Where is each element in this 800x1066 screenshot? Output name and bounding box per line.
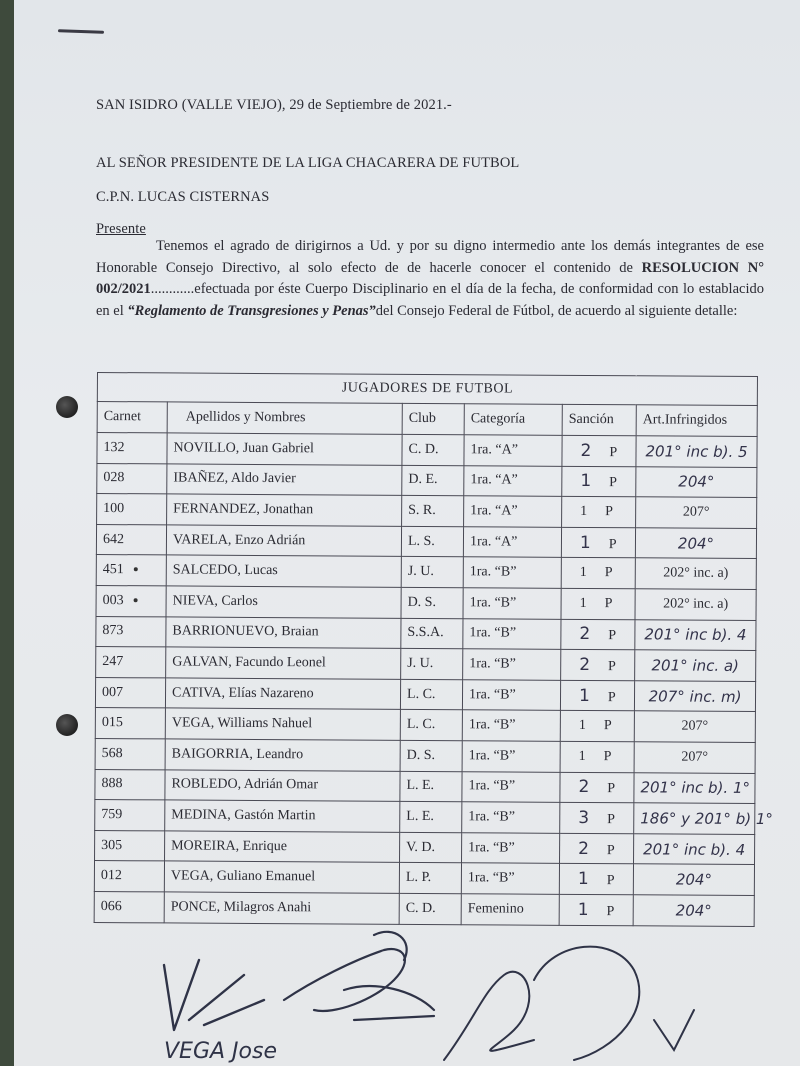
cell-name: SALCEDO, Lucas — [166, 555, 401, 587]
reglamento-title: “Reglamento de Transgresiones y Penas” — [127, 302, 376, 319]
body-text-3: del Consejo Federal de Fútbol, de acuerdo al siguiente detalle: — [375, 302, 738, 319]
cell-category: 1ra. “B” — [463, 588, 561, 619]
carnet-number: 028 — [103, 470, 125, 486]
cell-name: BAIGORRIA, Leandro — [165, 739, 400, 771]
sanction-unit: P — [608, 628, 617, 644]
cell-sanction — [562, 466, 636, 497]
body-text-2: ............efectuada por éste Cuerpo Disciplinario en el día de la fecha, de conformidad con lo establacido en el — [96, 281, 764, 319]
header-sanction: Sanción — [562, 404, 636, 435]
cell-articles: 204° — [636, 466, 757, 497]
cell-carnet — [96, 647, 166, 678]
cell-name: MEDINA, Gastón Martin — [165, 800, 400, 832]
cell-name: VARELA, Enzo Adrián — [166, 525, 401, 557]
signatures — [14, 920, 800, 1066]
cell-category: 1ra. “B” — [463, 618, 561, 649]
cell-club: C. D. — [402, 434, 464, 465]
binder-hole-bottom — [56, 714, 78, 736]
cell-name: FERNANDEZ, Jonathan — [167, 494, 402, 526]
cell-articles: 202° inc. a) — [635, 558, 756, 589]
cell-sanction — [560, 833, 634, 864]
cell-carnet — [94, 861, 164, 892]
sanction-count: 2 — [579, 624, 591, 645]
cell-club: C. D. — [399, 893, 461, 924]
cell-articles: 204° — [635, 528, 756, 559]
sanction-unit: P — [603, 718, 612, 734]
signature-right — [444, 947, 694, 1060]
sanction-unit: P — [608, 536, 617, 552]
cell-articles: 207° — [634, 742, 755, 773]
cell-category: 1ra. “B” — [461, 863, 559, 894]
cell-articles: 202° inc. a) — [635, 589, 756, 620]
bullet-mark — [134, 567, 138, 571]
cell-club: S.S.A. — [401, 618, 463, 649]
cell-category: 1ra. “B” — [462, 679, 560, 710]
cell-carnet — [95, 830, 165, 861]
sanction-count: 1 — [578, 718, 586, 734]
document-page — [14, 0, 800, 1066]
sanction-count: 1 — [578, 748, 586, 764]
resolution-number: RESOLUCION N° 002/2021 — [96, 259, 765, 297]
bullet-mark — [134, 598, 138, 602]
cell-carnet — [97, 463, 167, 494]
table-row — [95, 677, 755, 712]
table-row — [95, 738, 755, 773]
cell-category: 1ra. “B” — [463, 557, 561, 588]
sanction-count: 2 — [578, 777, 590, 798]
carnet-number: 100 — [103, 501, 125, 517]
sanction-unit: P — [606, 903, 615, 919]
cell-club: L. P. — [399, 863, 461, 894]
cell-carnet — [94, 891, 164, 922]
table-row — [96, 555, 756, 590]
cell-articles: 204° — [633, 895, 754, 926]
cell-name: NIEVA, Carlos — [166, 586, 401, 618]
table-row — [97, 433, 757, 468]
header-articles: Art.Infringidos — [636, 405, 757, 437]
carnet-number: 759 — [101, 806, 123, 823]
carnet-number: 007 — [101, 684, 124, 700]
cell-sanction — [561, 558, 635, 589]
cell-sanction — [560, 711, 634, 742]
cell-sanction — [560, 772, 634, 803]
addressee: AL SEÑOR PRESIDENTE DE LA LIGA CHACARERA DE FUTBOL — [96, 155, 520, 171]
cell-articles: 207° inc. m) — [634, 681, 755, 712]
cell-name: ROBLEDO, Adrián Omar — [165, 769, 400, 801]
cell-articles: 201° inc b). 5 — [636, 436, 757, 467]
cell-club: S. R. — [402, 496, 464, 527]
cell-sanction — [560, 741, 634, 772]
sanction-count: 1 — [580, 503, 588, 519]
cell-carnet — [97, 433, 167, 464]
carnet-number: 066 — [100, 898, 122, 914]
cell-club: J. U. — [401, 557, 463, 588]
cell-carnet — [96, 585, 166, 616]
cell-club: L. E. — [400, 801, 462, 832]
carnet-number: 305 — [101, 837, 123, 853]
cell-category: Femenino — [461, 894, 559, 925]
sanction-unit: P — [604, 565, 613, 581]
sanction-count: 1 — [579, 565, 587, 581]
addressee-name: C.P.N. LUCAS CISTERNAS — [96, 189, 270, 205]
cell-category: 1ra. “B” — [462, 771, 560, 802]
table-row — [97, 494, 757, 529]
cell-club: D. S. — [400, 740, 462, 771]
cell-carnet — [95, 769, 165, 800]
cell-club: D. S. — [401, 587, 463, 618]
carnet-number: 642 — [102, 531, 125, 547]
cell-sanction — [559, 864, 633, 895]
carnet-number: 888 — [101, 776, 123, 792]
cell-sanction — [561, 588, 635, 619]
sanction-unit: P — [605, 504, 613, 520]
players-table — [94, 372, 773, 927]
sanction-unit: P — [607, 781, 616, 797]
pen-mark — [58, 29, 104, 34]
table-row — [96, 585, 756, 620]
cell-club: L. C. — [400, 710, 462, 741]
cell-articles: 207° — [634, 711, 755, 742]
cell-articles: 201° inc b). 4 — [635, 619, 756, 650]
carnet-number: 873 — [102, 623, 124, 639]
cell-name: IBAÑEZ, Aldo Javier — [167, 464, 402, 496]
header-category: Categoría — [464, 404, 562, 436]
cell-category: 1ra. “A” — [464, 496, 562, 527]
carnet-number: 132 — [103, 439, 125, 455]
body-text-1: Tenemos el agrado de dirigirnos a Ud. y por su digno intermedio ante los demás integrantes de ese Honorable Consejo Directivo, al solo efecto de de hacerle conocer el contenido de — [96, 238, 764, 276]
cell-category: 1ra. “A” — [463, 527, 561, 558]
header-name: Apellidos y Nombres — [167, 402, 402, 434]
cell-category: 1ra. “B” — [462, 741, 560, 772]
sanction-unit: P — [606, 873, 615, 889]
body-paragraph — [96, 236, 764, 322]
cell-carnet — [95, 708, 165, 739]
table-row — [95, 800, 755, 835]
table-row — [96, 647, 756, 682]
cell-sanction — [561, 649, 635, 680]
cell-articles: 204° — [633, 864, 754, 895]
carnet-number: 451 — [102, 562, 124, 578]
table-row — [97, 463, 757, 498]
cell-sanction — [560, 680, 634, 711]
carnet-number: 015 — [101, 715, 123, 731]
header-club: Club — [402, 403, 464, 434]
table-row — [94, 861, 754, 896]
carnet-number: 003 — [102, 592, 124, 608]
sanction-count: 1 — [579, 532, 591, 553]
table-row — [96, 524, 756, 559]
cell-club: L. S. — [401, 526, 463, 557]
signature-left-name: VEGA Jose — [164, 1039, 277, 1064]
sanction-count: 1 — [578, 685, 590, 706]
cell-category: 1ra. “A” — [464, 465, 562, 496]
sanction-count: 1 — [577, 869, 589, 890]
cell-articles: 201° inc. a) — [635, 650, 756, 681]
cell-name: PONCE, Milagros Anahi — [164, 892, 399, 924]
cell-sanction — [562, 497, 636, 528]
cell-category: 1ra. “B” — [463, 649, 561, 680]
cell-name: BARRIONUEVO, Braian — [166, 616, 401, 648]
carnet-number: 012 — [100, 868, 122, 884]
cell-sanction — [562, 435, 636, 466]
sanction-unit: P — [604, 595, 613, 611]
cell-name: NOVILLO, Juan Gabriel — [167, 433, 402, 465]
signature-left — [164, 960, 264, 1030]
cell-name: VEGA, Guliano Emanuel — [164, 861, 399, 893]
cell-club: L. E. — [400, 771, 462, 802]
place-date: SAN ISIDRO (VALLE VIEJO), 29 de Septiembre de 2021.- — [96, 97, 452, 113]
cell-carnet — [95, 800, 165, 831]
cell-carnet — [95, 677, 165, 708]
carnet-number: 247 — [102, 653, 124, 670]
cell-name: GALVAN, Facundo Leonel — [166, 647, 401, 679]
binder-hole-top — [56, 396, 78, 418]
cell-sanction — [561, 527, 635, 558]
cell-category: 1ra. “B” — [462, 832, 560, 863]
sanction-count: 2 — [580, 440, 592, 461]
sanction-count: 1 — [580, 471, 592, 492]
sanction-count: 1 — [577, 899, 589, 920]
sanction-unit: P — [607, 812, 615, 828]
signature-middle — [284, 932, 434, 1020]
table-row — [95, 708, 755, 743]
cell-category: 1ra. “B” — [462, 710, 560, 741]
cell-carnet — [95, 738, 165, 769]
cell-category: 1ra. “B” — [462, 802, 560, 833]
cell-carnet — [96, 616, 166, 647]
carnet-number: 568 — [101, 745, 123, 761]
cell-category: 1ra. “A” — [464, 435, 562, 466]
cell-sanction — [560, 802, 634, 833]
cell-name: MOREIRA, Enrique — [165, 831, 400, 863]
cell-sanction — [561, 619, 635, 650]
sanction-unit: P — [607, 689, 616, 705]
cell-articles: 201° inc b). 4 — [634, 834, 755, 865]
sanction-count: 2 — [579, 654, 591, 675]
cell-carnet — [96, 524, 166, 555]
table-row — [95, 769, 755, 804]
sanction-unit: P — [603, 748, 612, 764]
cell-articles: 201° inc b). 1° — [634, 772, 755, 803]
cell-club: D. E. — [402, 465, 464, 496]
cell-club: J. U. — [401, 649, 463, 680]
sanction-unit: P — [607, 659, 616, 675]
table-title: JUGADORES DE FUTBOL — [97, 373, 757, 406]
sanction-unit: P — [609, 444, 618, 460]
cell-club: V. D. — [400, 832, 462, 863]
sanction-count: 3 — [578, 807, 590, 828]
cell-name: CATIVA, Elías Nazareno — [165, 678, 400, 710]
cell-articles: 186° y 201° b) 1° — [634, 803, 755, 834]
cell-club: L. C. — [400, 679, 462, 710]
cell-name: VEGA, Williams Nahuel — [165, 708, 400, 740]
sanction-unit: P — [606, 842, 615, 858]
sanction-count: 1 — [579, 595, 587, 611]
sanction-unit: P — [609, 475, 618, 491]
cell-carnet — [97, 494, 167, 525]
cell-carnet — [96, 555, 166, 586]
sanction-count: 2 — [578, 838, 589, 859]
table-row — [95, 830, 755, 865]
header-carnet: Carnet — [97, 402, 167, 433]
cell-articles: 207° — [636, 497, 757, 528]
table-row — [96, 616, 756, 651]
presente-label: Presente — [96, 221, 146, 237]
